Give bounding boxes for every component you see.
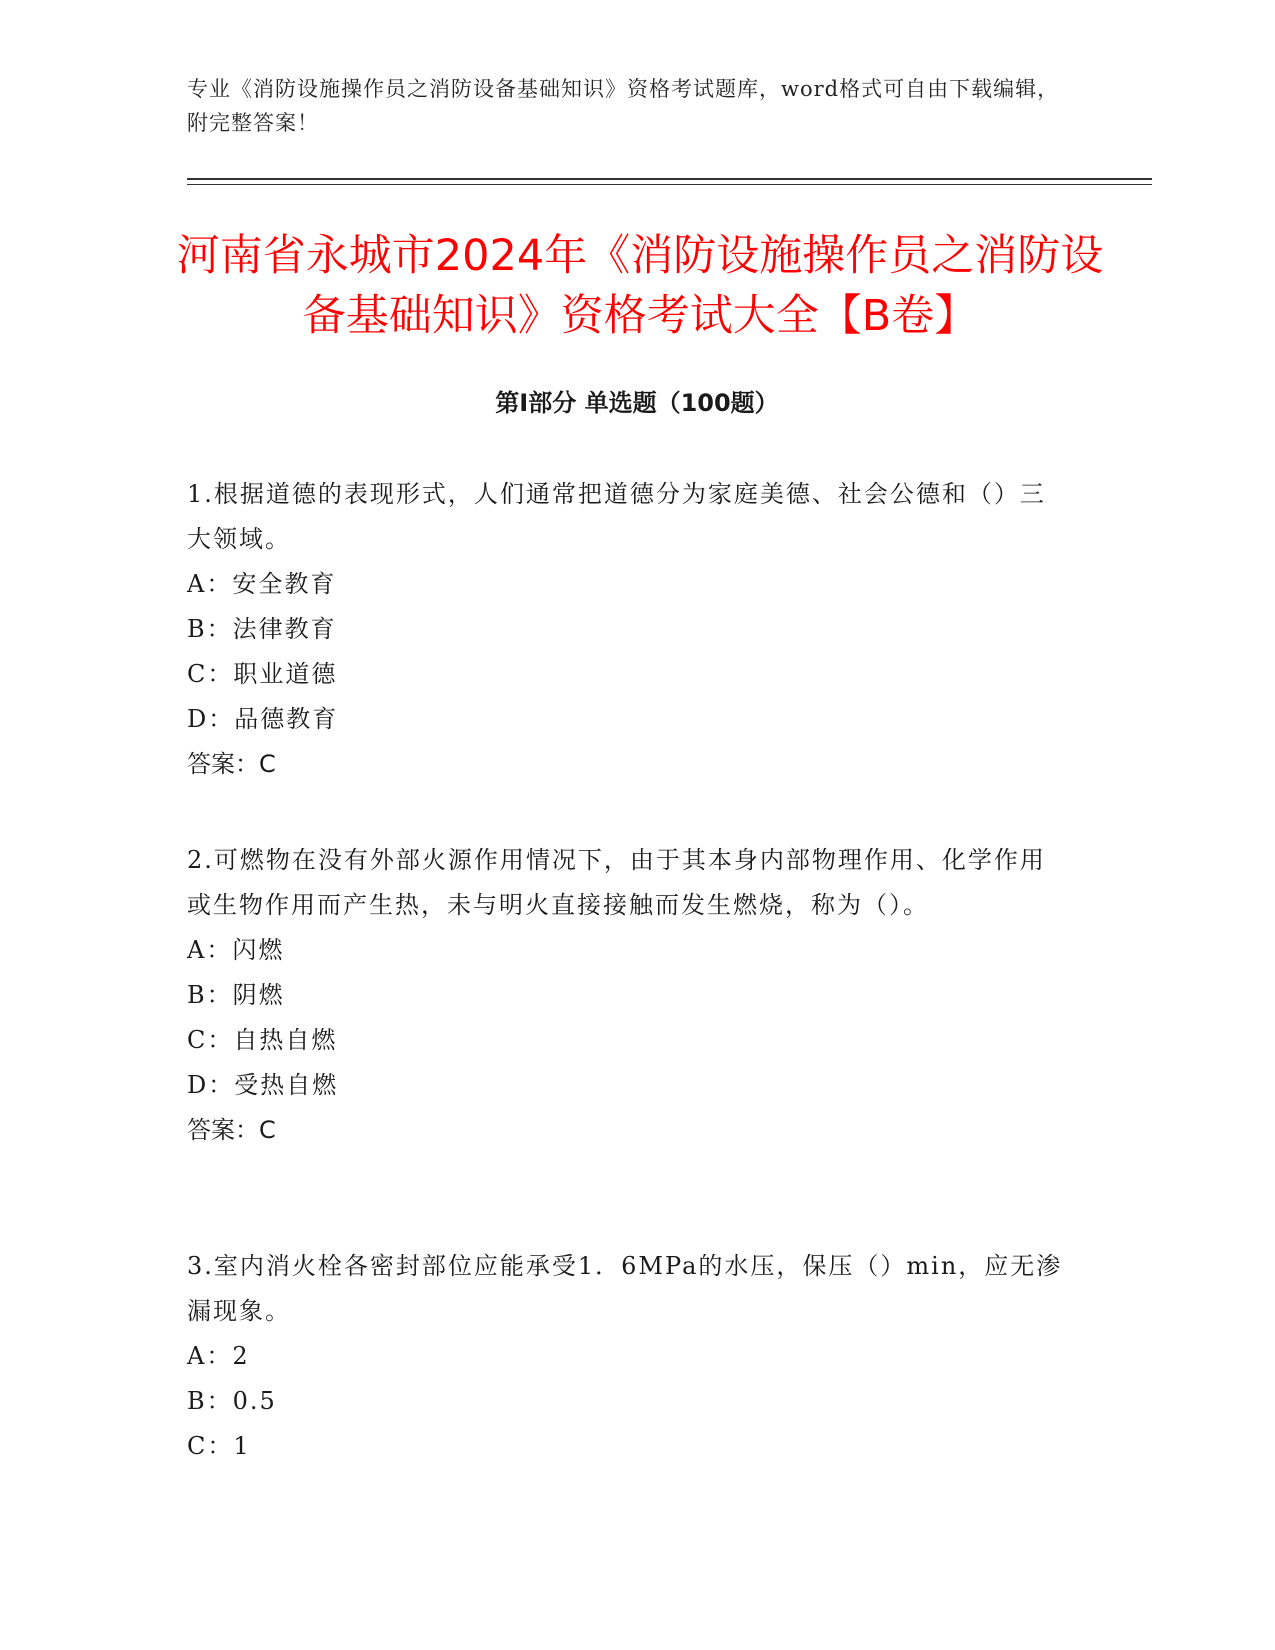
header-divider-thin — [187, 184, 1152, 185]
option-d: D：品德教育 — [187, 705, 339, 733]
question-stem: 1.根据道德的表现形式，人们通常把道德分为家庭美德、社会公德和（）三大领域。 — [187, 480, 1046, 553]
question-1 — [187, 472, 1067, 787]
option-c: C：自热自燃 — [187, 1026, 338, 1054]
option-a: A：安全教育 — [187, 570, 337, 598]
option-b: B：阴燃 — [187, 981, 285, 1009]
header-note: 专业《消防设施操作员之消防设备基础知识》资格考试题库，word格式可自由下载编辑，附完整答案！ — [187, 77, 1060, 135]
option-c: C：职业道德 — [187, 660, 338, 688]
section-title: 第Ⅰ部分 单选题（100题） — [495, 389, 779, 417]
option-a: A：2 — [187, 1342, 250, 1370]
option-b: B：法律教育 — [187, 615, 337, 643]
option-c: C：1 — [187, 1432, 251, 1460]
option-a: A：闪燃 — [187, 936, 285, 964]
option-b: B：0.5 — [187, 1387, 277, 1415]
question-stem: 2.可燃物在没有外部火源作用情况下，由于其本身内部物理作用、化学作用或生物作用而产生热，未与明火直接接触而发生燃烧，称为（）。 — [187, 846, 1046, 919]
question-2 — [187, 838, 1067, 1153]
answer: 答案：C — [187, 1116, 276, 1144]
question-3 — [187, 1244, 1067, 1469]
document-title: 河南省永城市2024年《消防设施操作员之消防设备基础知识》资格考试大全【B卷】 — [176, 231, 1104, 341]
question-stem: 3.室内消火栓各密封部位应能承受1．6MPa的水压，保压（）min，应无渗漏现象。 — [187, 1252, 1063, 1325]
answer: 答案：C — [187, 750, 276, 778]
header-divider-thick — [187, 178, 1152, 180]
option-d: D：受热自燃 — [187, 1071, 339, 1099]
